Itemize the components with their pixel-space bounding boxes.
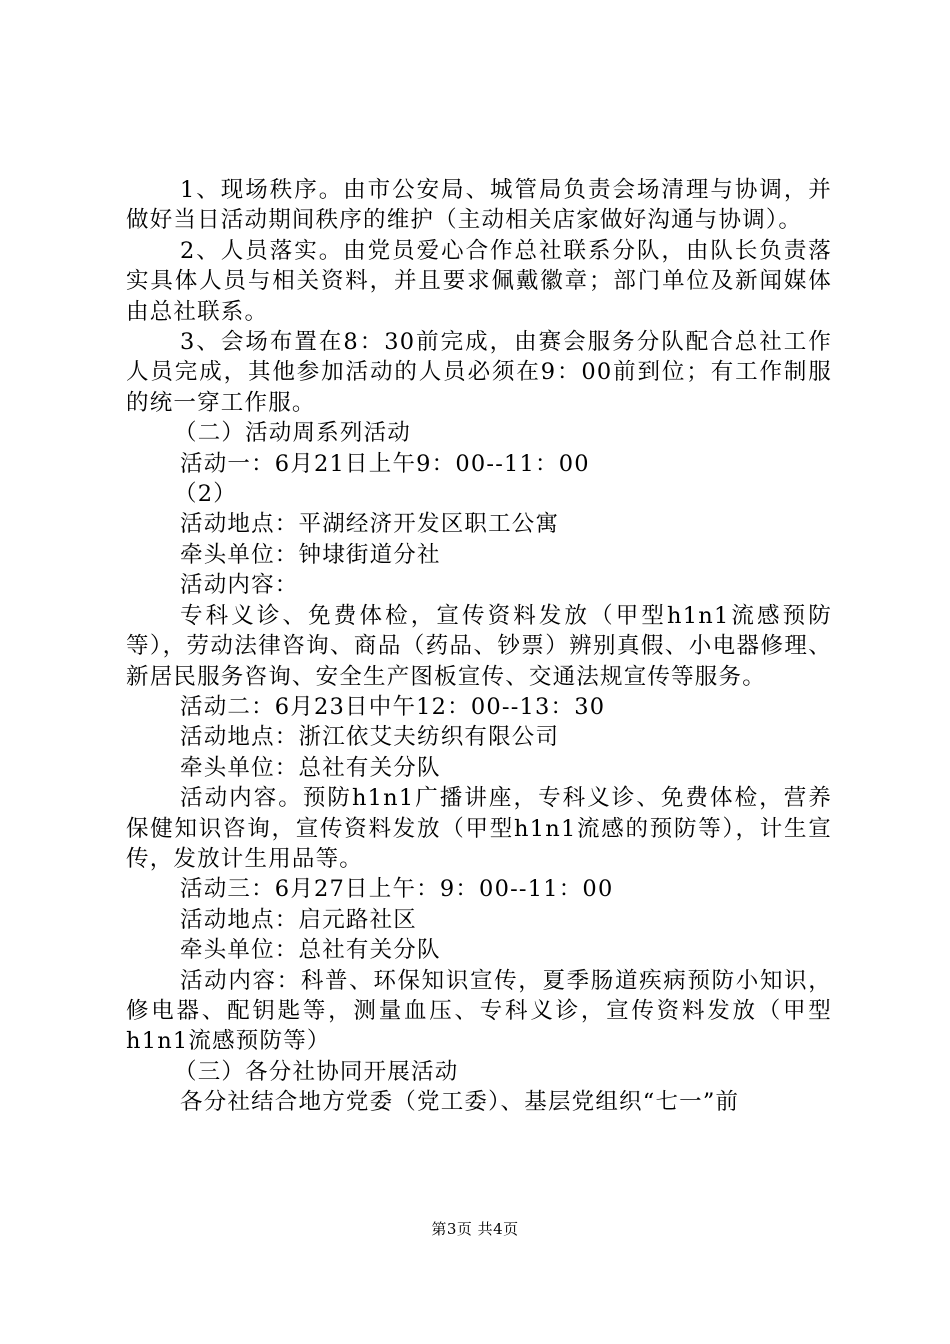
activity-two-location: 活动地点：浙江依艾夫纺织有限公司 [180,724,560,751]
section-heading-activity-week: （二）活动周系列活动 [174,420,412,447]
activity-three-location: 活动地点：启元路社区 [180,906,418,933]
document-body [126,175,832,1118]
paragraph-branch-activities: 各分社结合地方党委（党工委）、基层党组织“七一”前 [180,1089,740,1116]
activity-three-lead-unit: 牵头单位：总社有关分队 [180,937,441,964]
activity-two-time: 活动二：6月23日中午12：00--13：30 [180,693,606,720]
activity-one-location: 活动地点：平湖经济开发区职工公寓 [180,511,560,538]
activity-one-time: 活动一：6月21日上午9：00--11：00 [180,450,590,477]
activity-three-content: 活动内容：科普、环保知识宣传，夏季肠道疾病预防小知识，修电器、配钥匙等，测量血压、专科义诊，宣传资料发放（甲型h1n1流感预防等） [126,967,832,1055]
activity-two-content: 活动内容。预防h1n1广播讲座，专科义诊、免费体检，营养保健知识咨询，宣传资料发放（甲型h1n1流感的预防等），计生宣传，发放计生用品等。 [126,785,832,872]
activity-one-content-label: 活动内容： [180,572,299,599]
paragraph-site-order: 1、现场秩序。由市公安局、城管局负责会场清理与协调，并做好当日活动期间秩序的维护（主动相关店家做好沟通与协调）。 [126,177,832,234]
page-footer: 第3页 共4页 [431,1220,519,1238]
paragraph-staffing: 2、人员落实。由党员爱心合作总社联系分队，由队长负责落实具体人员与相关资料，并且要求佩戴徽章；部门单位及新闻媒体由总社联系。 [126,237,832,325]
paragraph-note-2: （2） [174,481,237,508]
activity-three-time: 活动三：6月27日上午：9：00--11：00 [180,876,614,903]
activity-two-lead-unit: 牵头单位：总社有关分队 [180,754,441,781]
activity-one-content: 专科义诊、免费体检，宣传资料发放（甲型h1n1流感预防等），劳动法律咨询、商品（药品、钞票）辨别真假、小电器修理、新居民服务咨询、安全生产图板宣传、交通法规宣传等服务。 [126,602,832,690]
paragraph-venue-setup: 3、会场布置在8：30前完成，由赛会服务分队配合总社工作人员完成，其他参加活动的人员必须在9：00前到位；有工作制服的统一穿工作服。 [126,329,832,416]
activity-one-lead-unit: 牵头单位：钟埭街道分社 [180,541,441,568]
section-heading-branch-activities: （三）各分社协同开展活动 [174,1058,459,1085]
